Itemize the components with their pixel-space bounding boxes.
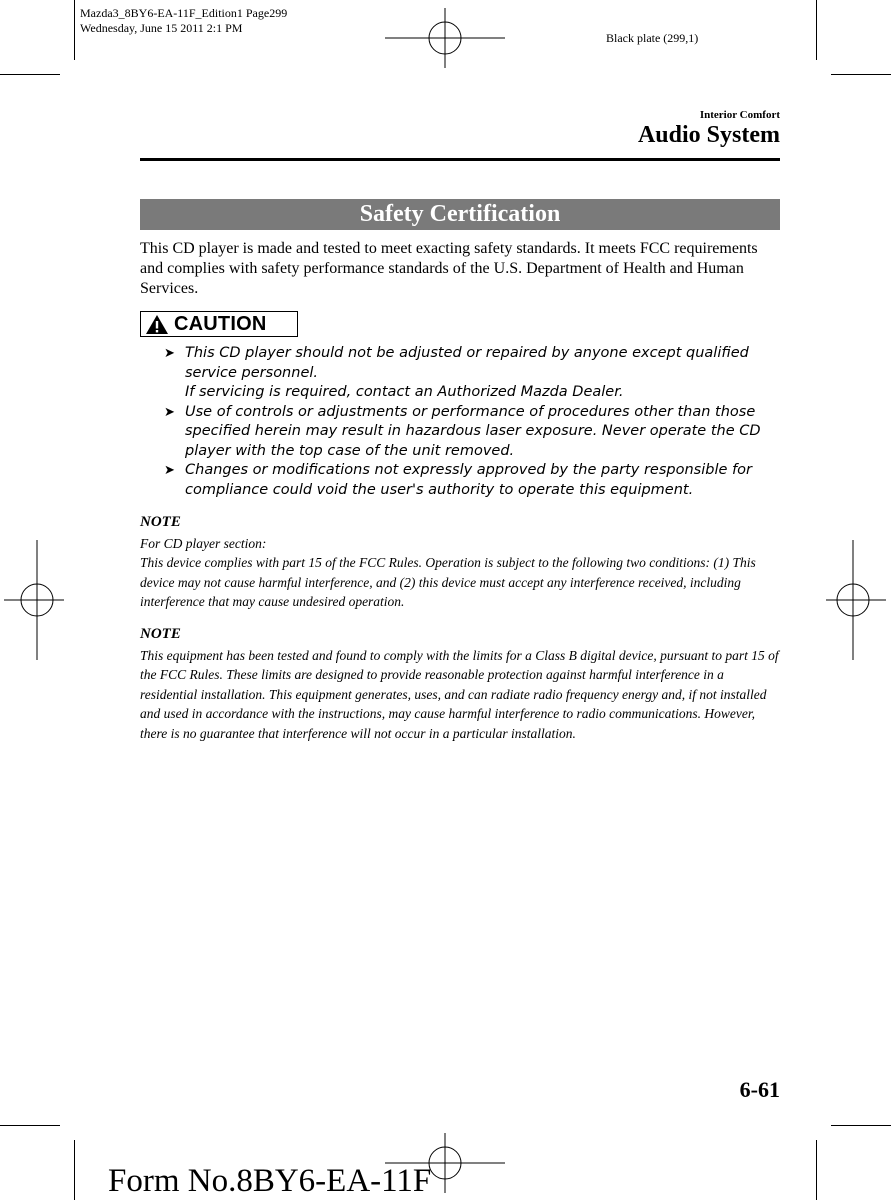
crop-mark [0, 74, 60, 75]
arrow-bullet-icon: ➤ [164, 463, 175, 478]
note-body [140, 534, 780, 612]
caution-item [164, 344, 764, 403]
caution-item-text: This CD player should not be adjusted or repaired by anyone except qualified service personnel. [185, 345, 749, 381]
print-info [80, 6, 287, 36]
crop-mark [831, 74, 891, 75]
registration-mark-left [4, 540, 64, 660]
page-number: 6-61 [739, 1077, 780, 1102]
registration-mark-right [826, 540, 886, 660]
title-rule [140, 158, 780, 161]
caution-label: CAUTION [174, 312, 267, 335]
note-heading: NOTE [140, 514, 181, 530]
form-number: Form No.8BY6-EA-11F [108, 1163, 432, 1199]
note-line: This device complies with part 15 of the FCC Rules. Operation is subject to the following two conditions: (1) This device may not cause harmful interference, and (2) this device must accept any interference received, including interference that may cause undesired operation. [140, 555, 756, 610]
note-line: This equipment has been tested and found to comply with the limits for a Class B digital device, pursuant to part 15 of the FCC Rules. These limits are designed to provide reasonable protection against harmful interference in a residential installation. This equipment generates, uses, and can radiate radio frequency energy and, if not installed and used in accordance with the instructions, may cause harmful interference to radio communications. However, there is no guarantee that interference will not occur in a particular installation. [140, 648, 779, 741]
chapter-title: Audio System [637, 122, 780, 148]
crop-mark [816, 1140, 817, 1200]
note-heading: NOTE [140, 626, 181, 642]
crop-mark [816, 0, 817, 60]
plate-label: Black plate (299,1) [606, 31, 699, 45]
arrow-bullet-icon: ➤ [164, 404, 175, 420]
warning-triangle-icon [145, 314, 169, 335]
note-body [140, 646, 780, 743]
intro-paragraph: This CD player is made and tested to meet exacting safety standards. It meets FCC requirements and complies with safety performance standards of the U.S. Department of Health and Human Services. [140, 240, 758, 297]
crop-mark [831, 1125, 891, 1126]
caution-box [140, 311, 298, 337]
note-line: For CD player section: [140, 536, 267, 551]
caution-item-subtext: If servicing is required, contact an Authorized Mazda Dealer. [185, 384, 624, 400]
caution-item [164, 403, 764, 462]
print-date: Wednesday, June 15 2011 2:1 PM [80, 21, 243, 35]
caution-item-text: Changes or modifications not expressly approved by the party responsible for compliance could void the user's authority to operate this equipment. [185, 462, 752, 498]
caution-list [164, 344, 764, 500]
crop-mark [0, 1125, 60, 1126]
crop-mark [74, 0, 75, 60]
crop-mark [74, 1140, 75, 1200]
print-file-name: Mazda3_8BY6-EA-11F_Edition1 Page299 [80, 6, 288, 20]
caution-item-text: Use of controls or adjustments or performance of procedures other than those specified herein may result in hazardous laser exposure. Never operate the CD player with the top case of the unit removed. [185, 403, 761, 459]
section-label: Interior Comfort [699, 109, 780, 121]
caution-item [164, 461, 764, 500]
section-heading: Safety Certification [140, 199, 780, 230]
registration-mark-top [385, 8, 505, 68]
arrow-bullet-icon: ➤ [164, 346, 175, 361]
